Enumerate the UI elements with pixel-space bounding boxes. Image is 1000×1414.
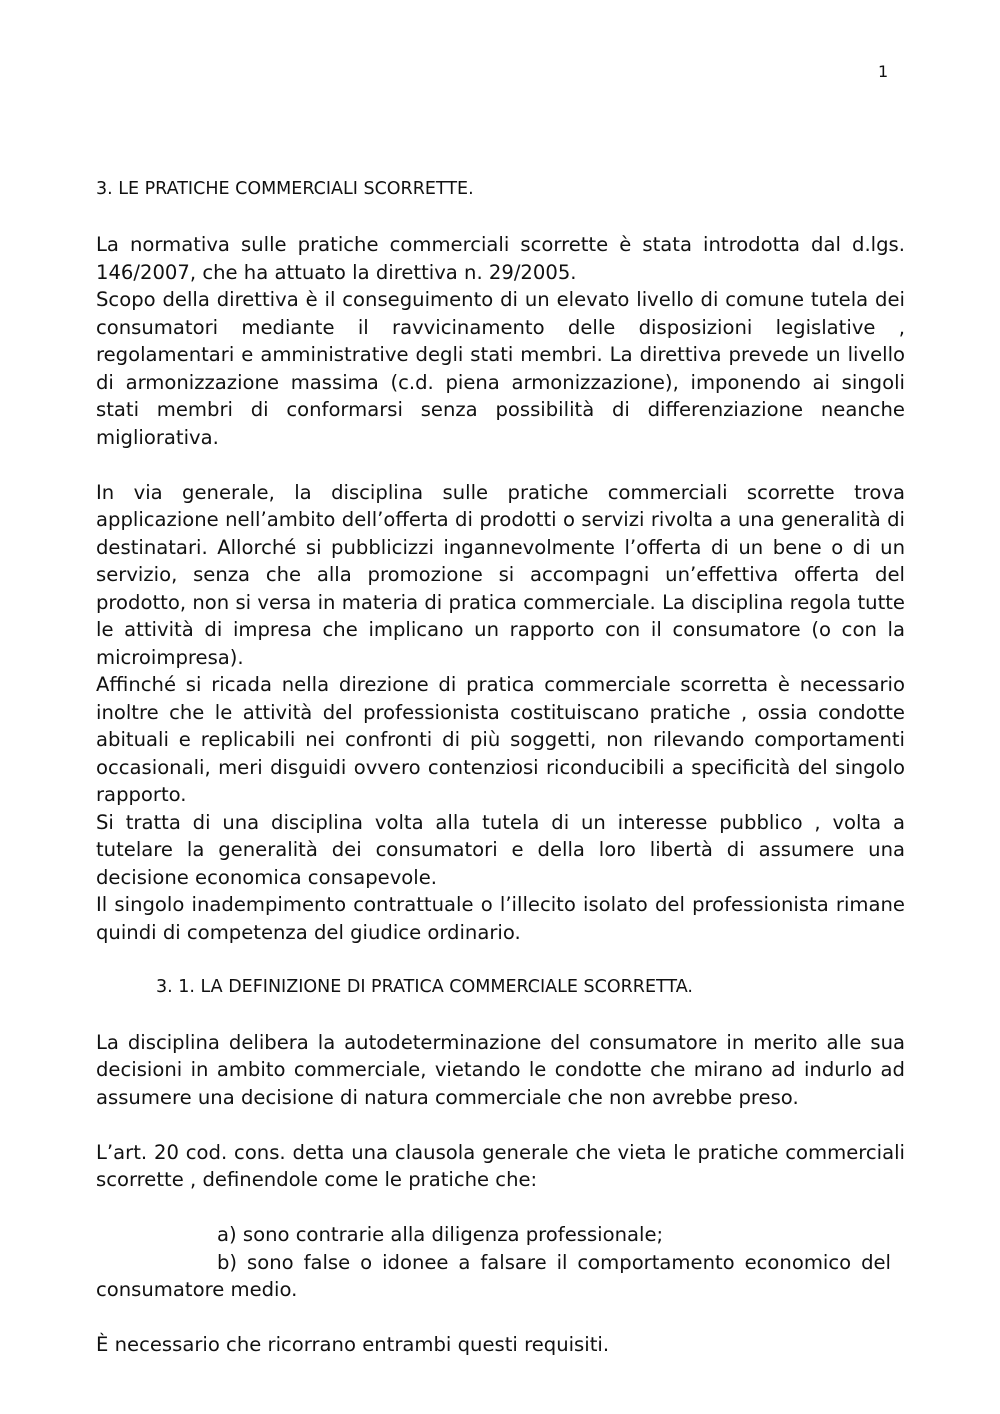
spacer (96, 1001, 905, 1029)
document-body (96, 176, 905, 1359)
subsection-heading: 3. 1. LA DEFINIZIONE DI PRATICA COMMERCIALE SCORRETTA. (156, 976, 693, 997)
paragraph: Scopo della direttiva è il conseguimento di un elevato livello di comune tutela dei consumatori mediante il ravvicinamento delle disposizioni legislative , regolamentari e amministrative degli stati membri. La direttiva prevede un livello di armonizzazione massima (c.d. piena armonizzazione), imponendo ai singoli stati membri di conformarsi senza possibilità di differenziazione neanche migliorativa. (96, 288, 905, 449)
page-number: 1 (878, 62, 889, 81)
paragraph: L’art. 20 cod. cons. detta una clausola generale che vieta le pratiche commerciali scorrette , definendole come le pratiche che: (96, 1140, 905, 1191)
list-item-a: a) sono contrarie alla diligenza professionale; (217, 1223, 664, 1246)
spacer (96, 204, 905, 232)
spacer (96, 946, 905, 974)
paragraph: Affinché si ricada nella direzione di pratica commerciale scorretta è necessario inoltre che le attività del professionista costituiscano pratiche , ossia condotte abituali e replicabili nei confronti di più soggetti, non rilevando comportamenti occasionali, meri disguidi ovvero contenziosi riconducibili a specificità del singolo rapporto. (96, 673, 905, 806)
paragraph: Si tratta di una disciplina volta alla tutela di un interesse pubblico , volta a tutelare la generalità dei consumatori e della loro libertà di assumere una decisione economica consapevole. (96, 810, 905, 889)
paragraph: La normativa sulle pratiche commerciali scorrette è stata introdotta dal d.lgs. 146/2007, che ha attuato la direttiva n. 29/2005. (96, 233, 905, 284)
paragraph: La disciplina delibera la autodeterminazione del consumatore in merito alle sua decisioni in ambito commerciale, vietando le condotte che mirano ad indurlo ad assumere una decisione di natura commerciale che non avrebbe preso. (96, 1030, 905, 1109)
spacer (96, 1111, 905, 1139)
paragraph: Il singolo inadempimento contrattuale o l’illecito isolato del professionista rimane quindi di competenza del giudice ordinario. (96, 893, 905, 944)
spacer (96, 1194, 905, 1222)
paragraph: È necessario che ricorrano entrambi questi requisiti. (96, 1333, 610, 1356)
list-item-b: b) sono false o idonee a falsare il comportamento economico del consumatore medio. (96, 1250, 891, 1301)
spacer (96, 1304, 905, 1332)
section-heading: 3. LE PRATICHE COMMERCIALI SCORRETTE. (96, 179, 474, 199)
paragraph: In via generale, la disciplina sulle pratiche commerciali scorrette trova applicazione nell’ambito dell’offerta di prodotti o servizi rivolta a una generalità di destinatari. Allorché si pubblicizzi ingannevolmente l’offerta di un bene o di un servizio, senza che alla promozione si accompagni un’effettiva offerta del prodotto, non si versa in materia di pratica commerciale. La disciplina regola tutte le attività di impresa che implicano un rapporto con il consumatore (o con la microimpresa). (96, 480, 905, 669)
spacer (96, 451, 905, 479)
